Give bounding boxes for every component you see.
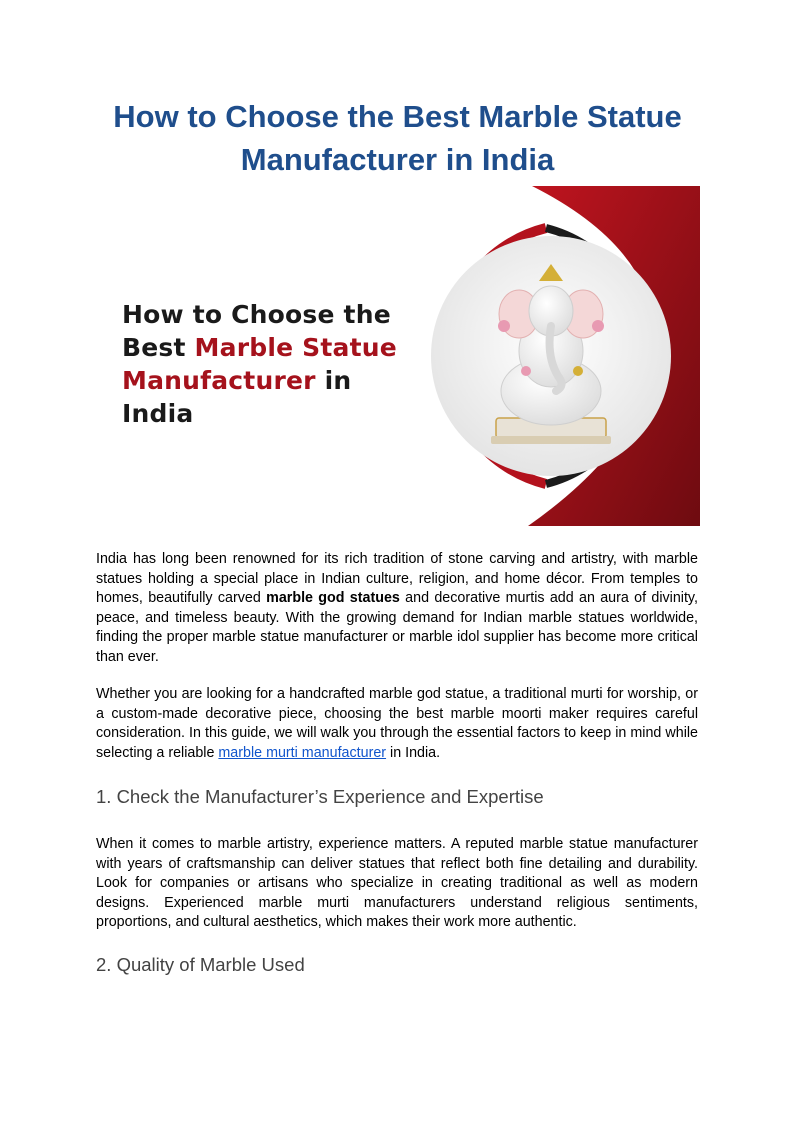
banner-image <box>96 186 700 526</box>
intro-paragraph-1 <box>96 550 698 668</box>
banner-heading-highlight-1: Marble Statue <box>194 333 397 362</box>
intro-p1-text-b: and decorative murtis add an aura of divinity, peace, and timeless beauty. With the growing demand for Indian marble statues worldwide, finding the proper marble statue manufacturer or marble idol supplier has become more critical than ever. <box>96 590 698 665</box>
banner-heading-line-2-prefix: Best <box>122 333 195 362</box>
banner-heading-line-1: How to Choose the <box>122 300 391 329</box>
intro-p1-text-a: India has long been renowned for its rich tradition of stone carving and artistry, with marble statues holding a special place in Indian culture, religion, and home décor. From temples to homes, beautifully carved <box>96 551 698 607</box>
section-1-heading: 1. Check the Manufacturer’s Experience and Expertise <box>96 786 544 807</box>
banner-heading-line-4: India <box>122 399 194 428</box>
intro-p1-bold: marble god statues <box>266 590 400 607</box>
page-title <box>60 95 735 181</box>
banner-heading-line-2 <box>122 331 422 364</box>
marble-murti-manufacturer-link[interactable]: marble murti manufacturer <box>218 744 387 761</box>
intro-p2-text-a: Whether you are looking for a handcrafted marble god statue, a traditional murti for worship, or a custom-made decorative piece, choosing the best marble moorti maker requires careful consideration. In this guide, we will walk you through the essential factors to keep in mind while selecting a reliable <box>96 686 698 761</box>
page-title-line-1: How to Choose the Best Marble Statue <box>113 99 682 134</box>
section-2-heading: 2. Quality of Marble Used <box>96 954 305 975</box>
banner-heading <box>122 298 422 430</box>
banner-heading-highlight-2: Manufacturer <box>122 366 316 395</box>
intro-paragraph-2 <box>96 685 698 763</box>
intro-p2-text-b: in India. <box>386 744 441 761</box>
banner-heading-line-3-suffix: in <box>315 366 352 395</box>
section-1-paragraph: When it comes to marble artistry, experience matters. A reputed marble statue manufacturer with years of craftsmanship can deliver statues that reflect both fine detailing and durability. Look for companies or artisans who specialize in creating traditional as well as modern designs. Experienced marble murti manufacturers understand religious sentiments, proportions, and cultural aesthetics, which makes their work more authentic. <box>96 836 698 931</box>
banner-heading-line-3 <box>122 364 422 397</box>
page-title-line-2: Manufacturer in India <box>240 142 555 177</box>
